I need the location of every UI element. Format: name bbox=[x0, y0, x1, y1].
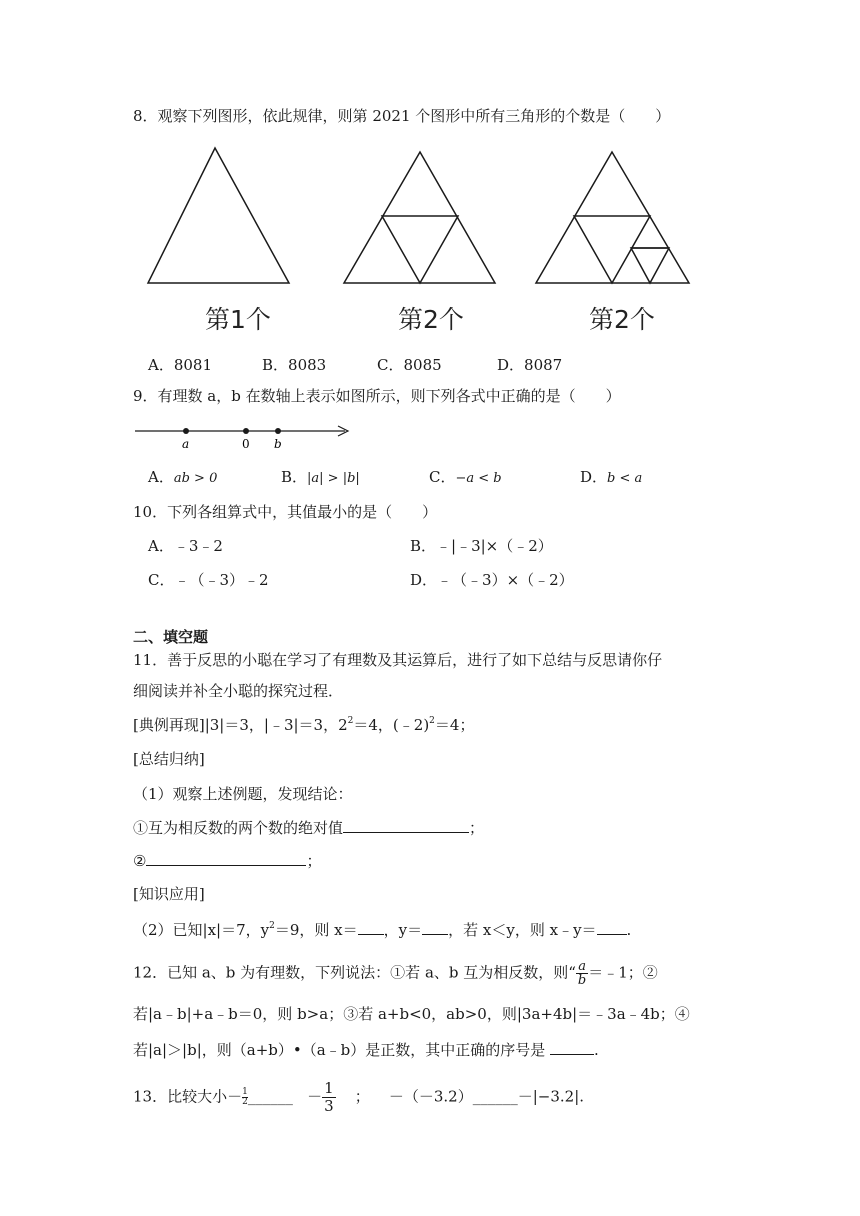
q11-example-exp2: 2 bbox=[429, 716, 435, 726]
q10-option-b: B．﹣|﹣3|×（﹣2） bbox=[410, 537, 553, 555]
q13-end-minus: － bbox=[517, 1087, 533, 1106]
q13-blank-2[interactable]: ______ bbox=[472, 1087, 518, 1106]
point-b bbox=[275, 428, 281, 434]
q13-abs-value: |−3.2| bbox=[532, 1087, 580, 1106]
q13-f1-num: 1 bbox=[242, 1087, 248, 1097]
q11-example-prefix: [典例再现]|3|＝3，|﹣3|＝3，2 bbox=[133, 716, 348, 734]
q13-f1-den: 2 bbox=[242, 1097, 248, 1107]
q11-knowledge-heading: [知识应用] bbox=[133, 885, 205, 903]
q11-y-blank[interactable] bbox=[422, 919, 448, 935]
q9-stem: 9．有理数 a，b 在数轴上表示如图所示，则下列各式中正确的是（ ） bbox=[133, 387, 621, 405]
section-title: 二、填空题 bbox=[133, 628, 209, 646]
q11-item1-blank[interactable] bbox=[343, 817, 469, 833]
q12-line3-end: . bbox=[594, 1041, 599, 1059]
q9-option-b-label: B． bbox=[281, 468, 308, 486]
q11-sub1: （1）观察上述例题，发现结论： bbox=[133, 785, 353, 803]
q8-option-d: D．8087 bbox=[497, 356, 563, 374]
fig2-inner-triangle bbox=[382, 216, 458, 283]
q12-blank[interactable] bbox=[550, 1039, 594, 1055]
q11-line1: 11．善于反思的小聪在学习了有理数及其运算后，进行了如下总结与反思请你仔 bbox=[133, 651, 663, 669]
q11-sub2-c: ，y＝ bbox=[383, 921, 423, 939]
fig1-triangle bbox=[148, 148, 289, 283]
q12-line3 bbox=[133, 1039, 599, 1060]
q11-sub2-a: （2）已知|x|＝7，y bbox=[133, 921, 270, 939]
q9-option-c-expr: −a < b bbox=[455, 471, 502, 486]
q8-figures bbox=[140, 140, 710, 300]
number-line bbox=[133, 418, 358, 450]
q11-summary-heading: [总结归纳] bbox=[133, 750, 205, 768]
q11-item2-end: ； bbox=[306, 852, 322, 870]
q10-option-d: D．﹣（﹣3）×（﹣2） bbox=[410, 571, 574, 589]
q12-frac-den: b bbox=[577, 973, 587, 988]
q11-line2: 细阅读并补全小聪的探究过程． bbox=[133, 682, 344, 700]
q10-option-a: A．﹣3﹣2 bbox=[148, 537, 223, 555]
q8-option-c: C．8085 bbox=[377, 356, 442, 374]
fig1-caption: 第1个 bbox=[205, 305, 271, 334]
q9-option-c-label: C． bbox=[429, 468, 456, 486]
label-a: a bbox=[182, 437, 190, 450]
point-zero bbox=[243, 428, 249, 434]
q8-option-b: B．8083 bbox=[262, 356, 327, 374]
fig3-small-triangle bbox=[631, 248, 669, 283]
q11-sub2-e: . bbox=[626, 921, 632, 939]
q13-fraction-2 bbox=[322, 1080, 336, 1115]
fig2-caption: 第2个 bbox=[398, 305, 464, 334]
q13-f2-num: 1 bbox=[324, 1079, 334, 1097]
q11-sub2-d: ，若 x＜y，则 x﹣y＝ bbox=[448, 921, 597, 939]
fig3-caption: 第2个 bbox=[589, 305, 655, 334]
q11-sub2-b: ＝9，则 x＝ bbox=[274, 921, 358, 939]
q13-end-period: . bbox=[579, 1087, 585, 1106]
q11-example-mid: ＝4，(﹣2) bbox=[353, 716, 430, 734]
q9-option-a-expr: ab > 0 bbox=[173, 471, 218, 486]
q13-minus: － bbox=[307, 1087, 323, 1106]
q12-line1 bbox=[133, 960, 658, 987]
fig3-inner-triangle bbox=[574, 216, 650, 283]
q11-sub2-exp: 2 bbox=[269, 921, 275, 931]
q8-option-a: A．8081 bbox=[148, 356, 213, 374]
q10-option-c: C．﹣（﹣3）﹣2 bbox=[148, 571, 269, 589]
q11-sub2 bbox=[133, 919, 631, 940]
label-b: b bbox=[274, 437, 282, 450]
q12-line1-b: ＝﹣1；② bbox=[588, 963, 658, 982]
q12-line1-a: 12．已知 a、b 为有理数，下列说法：①若 a、b 互为相反数，则“ bbox=[133, 963, 576, 982]
q9-option-b bbox=[281, 467, 360, 489]
q9-option-a bbox=[148, 467, 217, 489]
q11-example-exp1: 2 bbox=[347, 716, 354, 726]
q9-option-b-expr: |a| > |b| bbox=[307, 471, 360, 486]
q9-option-a-label: A． bbox=[148, 468, 174, 486]
q13-f2-den: 3 bbox=[324, 1097, 334, 1115]
q11-example-end: ＝4； bbox=[434, 716, 475, 734]
q11-item2-text: ② bbox=[133, 852, 147, 870]
q12-fraction bbox=[576, 960, 588, 987]
q12-frac-num: a bbox=[576, 960, 588, 974]
q8-stem: 8．观察下列图形，依此规律，则第 2021 个图形中所有三角形的个数是（ ） bbox=[133, 107, 671, 125]
q13-separator: ； bbox=[354, 1087, 370, 1106]
label-zero: 0 bbox=[242, 437, 250, 450]
q12-line2: 若|a﹣b|+a﹣b＝0，则 b>a；③若 a+b<0，ab>0，则|3a+4b|＝﹣3a﹣4b；④ bbox=[133, 1005, 690, 1023]
q9-option-c bbox=[429, 467, 502, 489]
q11-item1 bbox=[133, 817, 484, 838]
q12-line3-text: 若|a|＞|b|，则（a+b）•（a﹣b）是正数，其中正确的序号是 bbox=[133, 1041, 551, 1059]
q11-item2-blank[interactable] bbox=[146, 850, 306, 866]
fig2-outer-triangle bbox=[344, 152, 495, 283]
q13-line bbox=[133, 1080, 584, 1115]
q13-part2: －（－3.2） bbox=[388, 1087, 473, 1106]
point-a bbox=[183, 428, 189, 434]
fig3-outer-triangle bbox=[536, 152, 689, 283]
q9-option-d bbox=[580, 467, 642, 489]
q9-option-d-label: D． bbox=[580, 468, 608, 486]
q11-example bbox=[133, 715, 474, 735]
q11-diff-blank[interactable] bbox=[597, 919, 627, 935]
q11-item1-end: ； bbox=[469, 819, 485, 837]
q13-blank-1[interactable]: ______ bbox=[247, 1087, 293, 1106]
q9-option-d-expr: b < a bbox=[607, 471, 643, 486]
q11-item2 bbox=[133, 850, 321, 871]
q11-x-blank[interactable] bbox=[358, 919, 384, 935]
q10-stem: 10．下列各组算式中，其值最小的是（ ） bbox=[133, 503, 438, 521]
q11-item1-text: ①互为相反数的两个数的绝对值 bbox=[133, 819, 344, 837]
q13-prefix: 13．比较大小－ bbox=[133, 1087, 243, 1106]
